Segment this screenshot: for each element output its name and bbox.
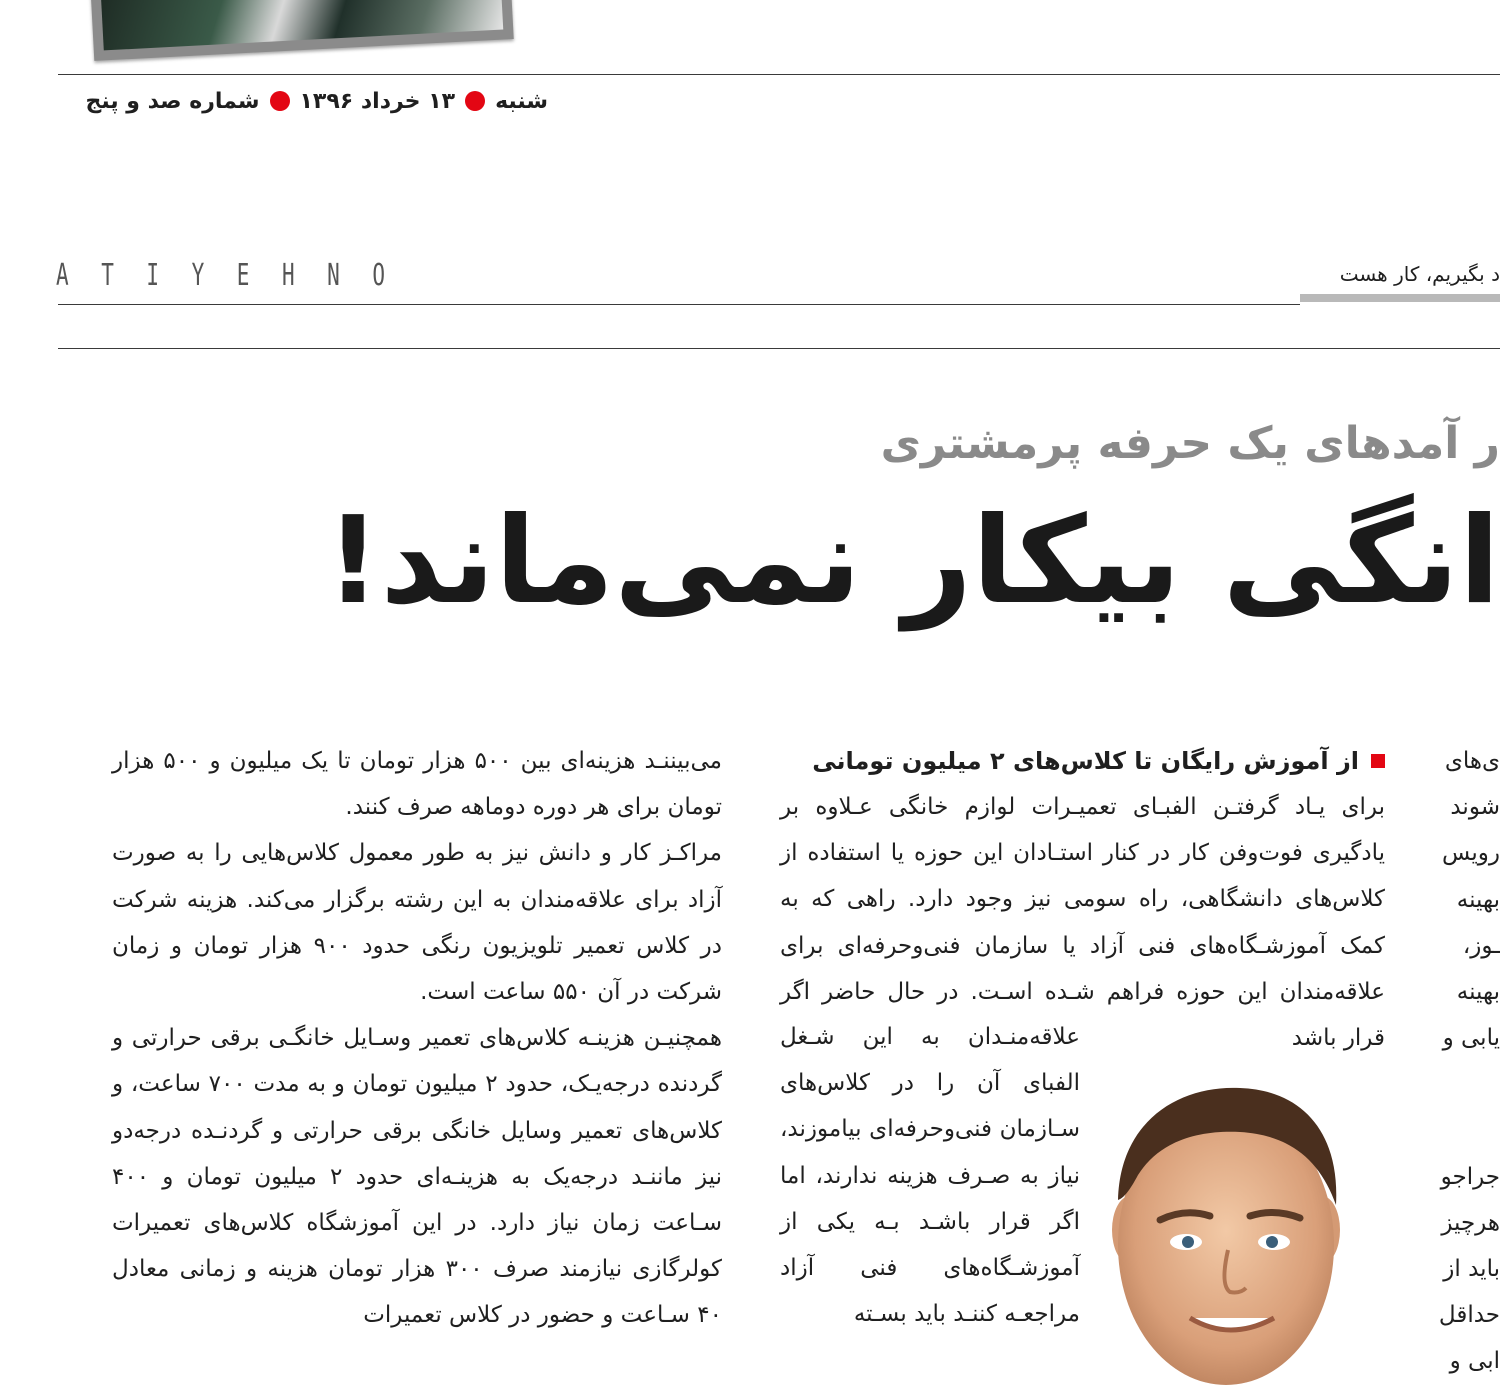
masthead-logo (1255, 92, 1500, 252)
text-fragment: هرچیز (1441, 1209, 1500, 1236)
top-photo (90, 0, 514, 61)
text-fragment (1442, 1108, 1500, 1154)
body-column-right-clipped (1438, 738, 1500, 1385)
article-headline: انگی بیکار نمی‌ماند! (325, 492, 1500, 631)
paragraph: برای یـاد گرفتـن الفبـای تعمیـرات لوازم خانگی عـلاوه بر یادگیری فوت‌وفن کار در کنار استـادان این حوزه یا استفاده از کلاس‌های دانشگاهی، راه سومی نیز وجود دارد. راهی که به کمک آموزشـگاه‌های فنی آزاد یا سازمان فنی‌وحرفه‌ای برای علاقه‌مندان این حوزه فراهم شـده اسـت. در حال حاضر اگر قرار باشد (780, 794, 1385, 1052)
red-dot-icon (270, 91, 290, 111)
text-fragment: بهینه (1456, 886, 1500, 913)
latin-letter: I (146, 258, 160, 293)
text-fragment (1442, 1061, 1500, 1107)
latin-letter: H (281, 258, 295, 293)
dateline-date: ۱۳ خرداد ۱۳۹۶ (299, 88, 456, 114)
text-fragment: حداقل (1438, 1302, 1500, 1329)
red-dot-icon (465, 91, 485, 111)
latin-letters-row (56, 258, 385, 298)
paragraph: مراکـز کار و دانش نیز به طور معمول کلاس‌هایی را به صورت آزاد برای علاقه‌مندان به این رشته برگزار می‌کند. هزینه شرکت در کلاس تعمیر تلویزیون رنگی حدود ۹۰۰ هزار تومان و زمان شرکت در آن ۵۵۰ ساعت است. (112, 840, 722, 1006)
paragraph: علاقه‌منـدان به این شـغل الفبای آن را در کلاس‌های سـازمان فنی‌وحرفه‌ای بیاموزند، نیاز به صـرف هزینه ندارند، اما اگر قرار باشـد بـه یکی از آموزشـگاه‌های فنی آزاد مراجعـه کننـد باید بسـته (780, 1024, 1080, 1328)
text-fragment: بهینه (1456, 978, 1500, 1005)
subhead-text: از آموزش رایگان تا کلاس‌های ۲ میلیون تومانی (812, 747, 1359, 775)
text-fragment: رویس (1442, 840, 1500, 867)
section-rule (58, 348, 1500, 349)
text-fragment: ـوز، (1462, 932, 1500, 959)
text-fragment: باید از (1443, 1256, 1500, 1283)
text-fragment: شوند (1450, 794, 1500, 821)
dateline-issue: شماره صد و پنج (85, 88, 260, 114)
text-fragment: جراجو (1440, 1163, 1500, 1190)
red-square-icon (1371, 754, 1385, 768)
masthead-tagline: د بگیریم، کار هست (1339, 262, 1500, 286)
body-column-left (112, 738, 722, 1339)
latin-letter: N (327, 258, 340, 293)
article-subhead (780, 738, 1385, 784)
masthead-gray-bar (1300, 294, 1500, 302)
latin-letter: E (236, 258, 250, 293)
article-kicker: ر آمدهای یک حرفه پرمشتری (880, 418, 1500, 469)
latin-letter: Y (191, 258, 205, 293)
dateline (58, 86, 548, 116)
body-column-middle-narrow (780, 1014, 1080, 1337)
latin-letter: O (372, 258, 385, 293)
text-fragment: ابی و (1449, 1348, 1500, 1375)
dateline-day: شنبه (495, 88, 548, 114)
latin-letter: T (101, 258, 114, 293)
latin-letter: A (56, 258, 69, 293)
paragraph: همچنیـن هزینـه کلاس‌های تعمیر وسـایل خانگـی برقی حرارتی و گردنده درجه‌یـک، حدود ۲ میلیون تومان و به مدت ۷۰۰ ساعت، و کلاس‌های تعمیر وسایل خانگی برقی حرارتی و گردنـده درجه‌دو نیز ماننـد درجه‌یک به هزینـه‌ای حدود ۲ میلیون تومان و ۴۰۰ سـاعت زمان نیاز دارد. در این آموزشگاه کلاس‌های تعمیرات کولرگازی نیازمند صرف ۳۰۰ هزار تومان هزینه و زمانی معادل ۴۰ سـاعت و حضور در کلاس تعمیرات (112, 1025, 722, 1329)
masthead-rule (58, 304, 1300, 305)
paragraph: می‌بیننـد هزینه‌ای بین ۵۰۰ هزار تومان تا یک میلیون و ۵۰۰ هزار تومان برای هر دوره دوماهه صرف کنند. (112, 748, 722, 821)
text-fragment: ی‌های (1444, 748, 1500, 774)
text-fragment: یابی و (1442, 1025, 1500, 1052)
portrait-photo (1090, 1080, 1420, 1329)
top-rule (58, 74, 1500, 75)
